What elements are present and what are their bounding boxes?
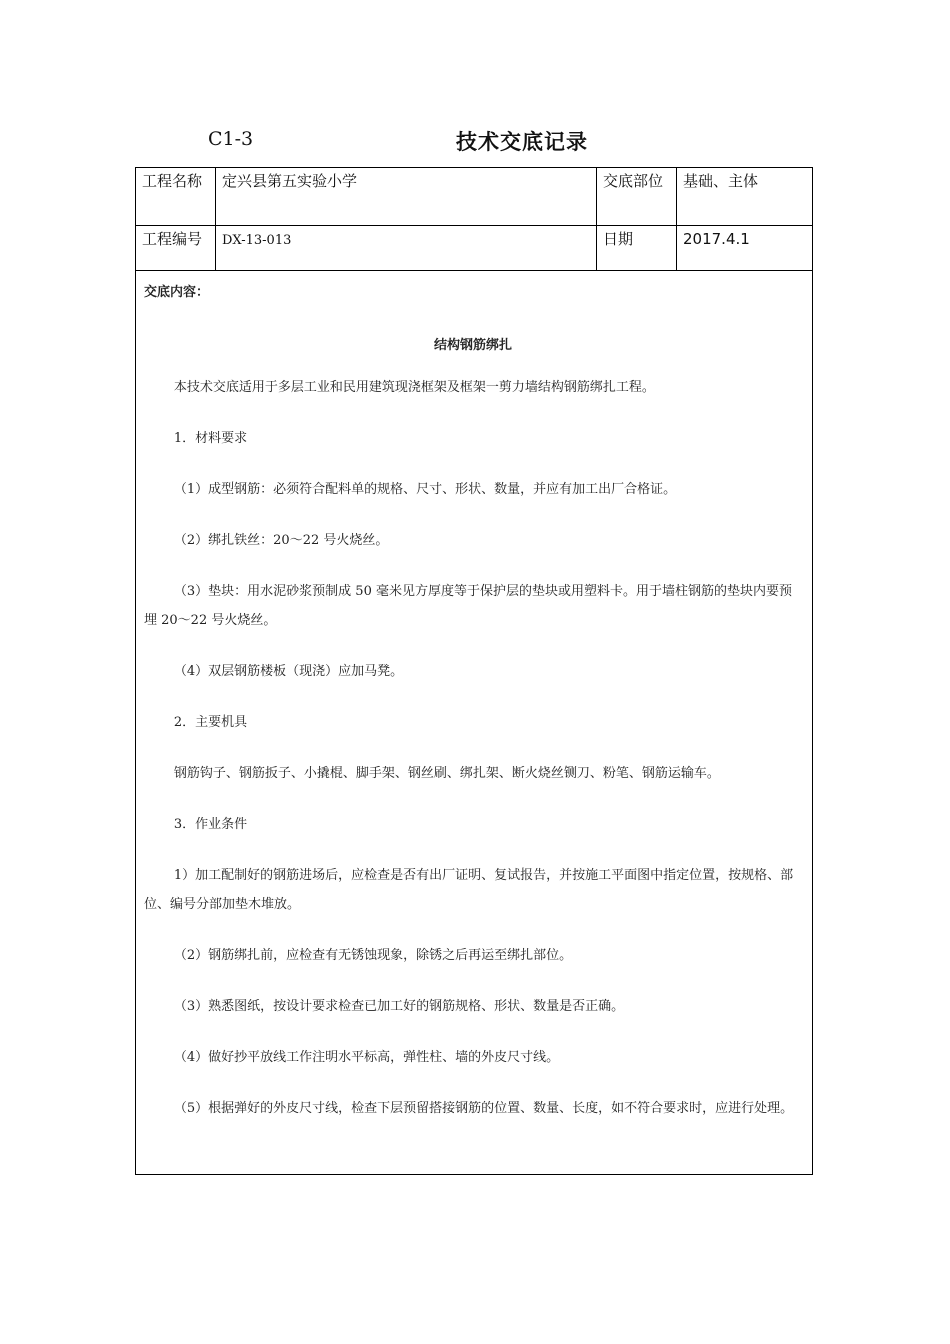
part-label: 交底部位: [603, 172, 664, 190]
paragraph-item: （4）双层钢筋楼板（现浇）应加马凳。: [173, 664, 404, 679]
content-body: [136, 271, 812, 1143]
paragraph-item: 1）加工配制好的钢筋进场后，应检查是否有出厂证明、复试报告，并按施工平面图中指定位置，按规格、部位、编号分部加垫木堆放。: [144, 868, 794, 912]
paragraph-heading-conditions: 3．作业条件: [173, 817, 248, 832]
content-subtitle: 结构钢筋绑扎: [433, 338, 512, 353]
part-value: 基础、主体: [683, 172, 759, 190]
paragraph-item: （2）钢筋绑扎前，应检查有无锈蚀现象，除锈之后再运至绑扎部位。: [173, 948, 573, 963]
content-label: 交底内容：: [144, 285, 210, 300]
project-no-label-cell: [136, 226, 216, 271]
paragraph-item: （1）成型钢筋：必须符合配料单的规格、尺寸、形状、数量，并应有加工出厂合格证。: [173, 482, 677, 497]
date-value: 2017.4.1: [683, 230, 750, 248]
date-value-cell: [677, 226, 813, 271]
project-no-cell: [216, 226, 597, 271]
project-name-value: 定兴县第五实验小学: [222, 172, 358, 190]
part-value-cell: [677, 168, 813, 226]
project-no-label: 工程编号: [142, 230, 203, 248]
form-code: C1-3: [208, 128, 254, 150]
paragraph-item: （3）垫块：用水泥砂浆预制成 50 毫米见方厚度等于保护层的垫块或用塑料卡。用于墙柱钢筋的垫块内要预埋 20～22 号火烧丝。: [144, 584, 792, 628]
part-label-cell: [597, 168, 677, 226]
paragraph-item: （2）绑扎铁丝：20～22 号火烧丝。: [173, 533, 389, 548]
paragraph-item: （5）根据弹好的外皮尺寸线，检查下层预留搭接钢筋的位置、数量、长度，如不符合要求时，应进行处理。: [173, 1101, 794, 1116]
project-name-label-cell: [136, 168, 216, 226]
paragraph-item: （4）做好抄平放线工作注明水平标高，弹性柱、墙的外皮尺寸线。: [173, 1050, 560, 1065]
project-no-value: DX-13-013: [222, 233, 292, 248]
paragraph-item: （3）熟悉图纸，按设计要求检查已加工好的钢筋规格、形状、数量是否正确。: [173, 999, 625, 1014]
record-table: [135, 167, 813, 1175]
project-name-cell: [216, 168, 597, 226]
date-label-cell: [597, 226, 677, 271]
paragraph-heading-tools: 2．主要机具: [173, 715, 248, 730]
paragraph-heading-materials: 1．材料要求: [173, 431, 248, 446]
content-cell: [136, 271, 813, 1175]
paragraph-item: 钢筋钩子、钢筋扳子、小撬棍、脚手架、钢丝刷、绑扎架、断火烧丝铡刀、粉笔、钢筋运输车。: [173, 766, 720, 781]
date-label: 日期: [603, 230, 634, 248]
page-title: 技术交底记录: [456, 130, 588, 154]
project-name-label: 工程名称: [142, 172, 203, 190]
paragraph-scope: 本技术交底适用于多层工业和民用建筑现浇框架及框架一剪力墙结构钢筋绑扎工程。: [173, 380, 655, 395]
